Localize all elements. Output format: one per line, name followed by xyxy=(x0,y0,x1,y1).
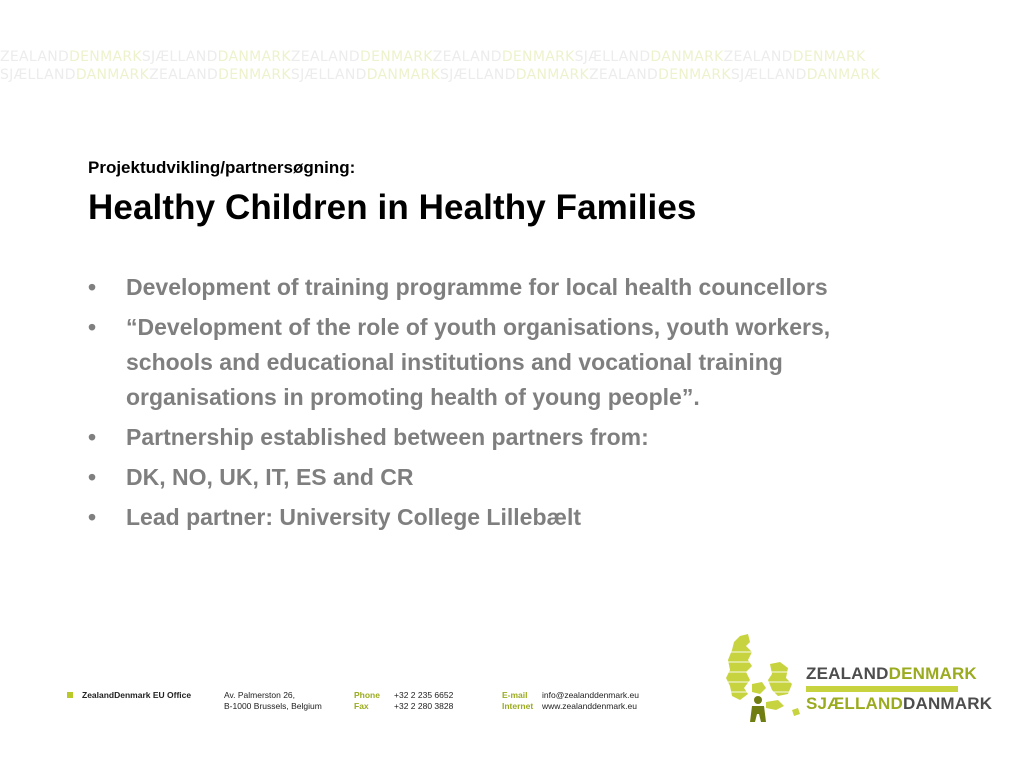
footer-office-name: ZealandDenmark EU Office xyxy=(82,690,192,700)
watermark-word: ZEALAND xyxy=(149,67,219,83)
bullet-icon: • xyxy=(88,274,97,300)
logo-divider-bar xyxy=(806,686,958,692)
watermark-word: DANMARK xyxy=(75,67,150,83)
logo-line2 xyxy=(806,694,992,714)
footer-email-link[interactable]: info@zealanddenmark.eu xyxy=(542,690,639,700)
footer-address-line1: Av. Palmerston 26, xyxy=(224,690,296,700)
watermark-word: SJÆLLAND xyxy=(0,67,76,83)
watermark-word: DANMARK xyxy=(515,67,590,83)
watermark-word: ZEALAND xyxy=(723,49,793,65)
watermark-word: ZEALAND xyxy=(0,49,70,65)
watermark-word: SJÆLLAND xyxy=(290,67,367,83)
slide-title: Healthy Children in Healthy Families xyxy=(88,188,697,227)
watermark-word: SJÆLLAND xyxy=(574,49,651,65)
footer-fax-value: +32 2 280 3828 xyxy=(394,701,454,711)
watermark-word: SJÆLLAND xyxy=(730,67,807,83)
footer-email-internet-values xyxy=(542,690,639,712)
watermark-word: DANMARK xyxy=(806,67,880,83)
logo-sjaelland: SJÆLLAND xyxy=(806,694,903,713)
bullet-item xyxy=(88,420,918,455)
bullet-list xyxy=(88,270,918,540)
denmark-map-icon xyxy=(722,632,802,732)
logo-danmark: DANMARK xyxy=(903,694,993,713)
watermark-word: DANMARK xyxy=(650,49,724,65)
footer-address xyxy=(224,690,322,712)
bullet-icon: • xyxy=(88,424,97,450)
footer-phone-fax-values xyxy=(394,690,453,712)
footer-square-icon xyxy=(67,692,73,698)
watermark-word: DENMARK xyxy=(218,67,291,83)
footer-phone-label: Phone xyxy=(354,690,380,700)
watermark-word: SJÆLLAND xyxy=(439,67,516,83)
bullet-item xyxy=(88,460,918,495)
watermark-word: ZEALAND xyxy=(290,49,360,65)
bullet-text: Lead partner: University College Lillebælt xyxy=(126,504,581,530)
bullet-text: Development of training programme for local health councellors xyxy=(126,274,828,300)
footer-phone-value: +32 2 235 6652 xyxy=(394,690,454,700)
footer-internet-link[interactable]: www.zealanddenmark.eu xyxy=(542,701,637,711)
watermark-word: DENMARK xyxy=(658,67,731,83)
watermark-word: ZEALAND xyxy=(432,49,502,65)
bullet-text: Partnership established between partners from: xyxy=(126,424,649,450)
bullet-item xyxy=(88,310,918,415)
footer-email-internet-labels xyxy=(502,690,533,712)
bullet-text: “Development of the role of youth organisations, youth workers, schools and educational institutions and vocational training organisations in promoting health of young people”. xyxy=(126,314,831,410)
slide-subtitle: Projektudvikling/partnersøgning: xyxy=(88,158,356,177)
watermark-row-2 xyxy=(0,64,1024,86)
logo-line1 xyxy=(806,664,977,684)
footer-fax-label: Fax xyxy=(354,701,369,711)
watermark-word: SJÆLLAND xyxy=(141,49,218,65)
bullet-icon: • xyxy=(88,504,97,530)
bullet-icon: • xyxy=(88,314,97,340)
bullet-text: DK, NO, UK, IT, ES and CR xyxy=(126,464,414,490)
bullet-icon: • xyxy=(88,464,97,490)
watermark-word: ZEALAND xyxy=(589,67,659,83)
watermark-word: DANMARK xyxy=(366,67,440,83)
watermark-word: DENMARK xyxy=(501,49,575,65)
watermark-word: DENMARK xyxy=(359,49,433,65)
logo-denmark: DENMARK xyxy=(888,664,977,683)
footer-address-line2: B-1000 Brussels, Belgium xyxy=(224,701,322,711)
watermark-word: DANMARK xyxy=(217,49,291,65)
footer-phone-fax-labels xyxy=(354,690,380,712)
watermark-word: DENMARK xyxy=(792,49,866,65)
bullet-item xyxy=(88,500,918,535)
footer-internet-label: Internet xyxy=(502,701,534,711)
bullet-item xyxy=(88,270,918,305)
logo-zealand: ZEALAND xyxy=(806,664,889,683)
footer-email-label: E-mail xyxy=(502,690,528,700)
watermark-word: DENMARK xyxy=(69,49,142,65)
